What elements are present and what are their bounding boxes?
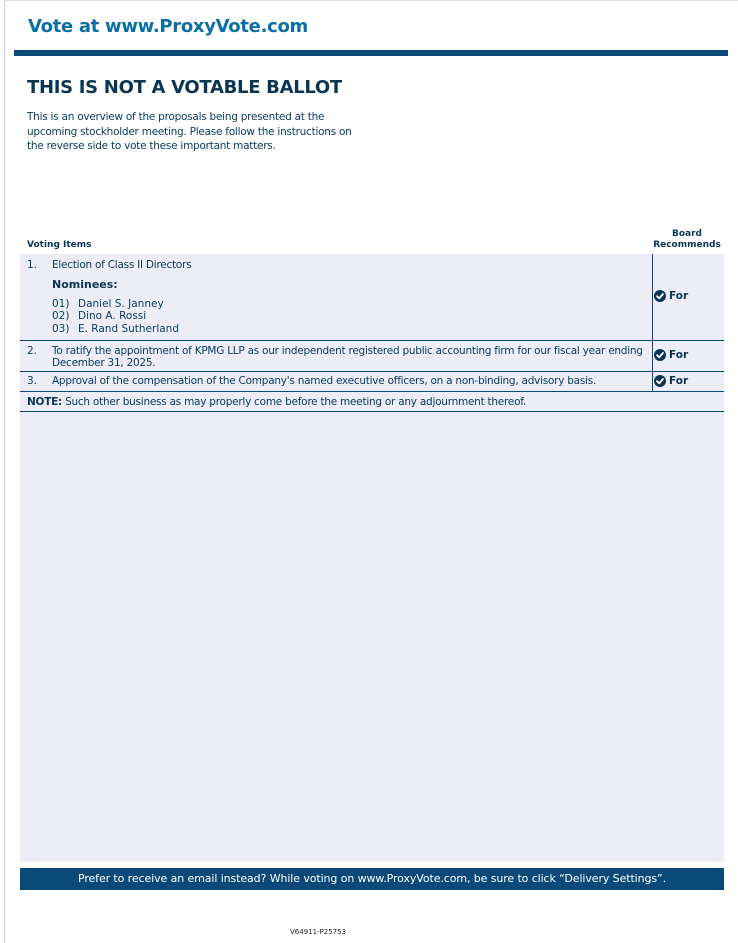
intro-line: upcoming stockholder meeting. Please follow the instructions on — [27, 125, 352, 138]
recommendation-column-divider — [652, 254, 653, 392]
document-code: V64911-P25753 — [290, 928, 347, 936]
email-delivery-banner: Prefer to receive an email instead? While voting on www.ProxyVote.com, be sure to click “Delivery Settings”. — [20, 868, 724, 890]
recommendation-value: For — [669, 290, 689, 302]
item-text: Approval of the compensation of the Company's named executive officers, on a non-binding, advisory basis. — [52, 375, 597, 387]
vote-url-header: Vote at www.ProxyVote.com — [28, 16, 309, 37]
board-recommendation — [654, 349, 688, 361]
nominee-number: 02) — [52, 310, 70, 322]
board-header-line: Board — [672, 229, 702, 239]
voting-items-header: Voting Items — [27, 240, 92, 250]
item-text-line: December 31, 2025. — [52, 357, 156, 369]
nominee-name: E. Rand Sutherland — [78, 323, 180, 335]
note-body: Such other business as may properly come before the meeting or any adjournment thereof. — [62, 396, 527, 408]
check-circle-icon — [654, 349, 666, 361]
board-recommendation — [654, 375, 688, 387]
nominee-item — [52, 310, 146, 322]
nominee-item — [52, 323, 179, 335]
header-divider-bar — [14, 50, 728, 56]
intro-line: This is an overview of the proposals being presented at the — [27, 111, 325, 123]
note-row — [20, 392, 724, 412]
nominee-number: 03) — [52, 323, 70, 335]
page-left-border — [4, 0, 5, 943]
recommendation-value: For — [669, 375, 689, 387]
nominee-item — [52, 298, 164, 310]
note-label: NOTE: — [27, 396, 62, 408]
ballot-title: THIS IS NOT A VOTABLE BALLOT — [27, 77, 342, 98]
item-text-line: To ratify the appointment of KPMG LLP as our independent registered public accounting firm for our fiscal year ending — [52, 345, 643, 357]
nominees-label: Nominees: — [52, 278, 118, 291]
item-number: 2. — [27, 345, 38, 357]
recommendation-value: For — [669, 349, 689, 361]
intro-paragraph — [27, 110, 367, 154]
nominee-number: 01) — [52, 298, 70, 310]
board-header-line: Recommends — [653, 240, 721, 250]
note-text — [27, 396, 526, 408]
check-circle-icon — [654, 290, 666, 302]
item-number: 3. — [27, 375, 38, 387]
item-number: 1. — [27, 259, 38, 271]
voting-item-row-2 — [20, 341, 724, 372]
page-top-border — [4, 0, 738, 1]
voting-item-row-3 — [20, 372, 724, 392]
item-text — [52, 345, 652, 369]
check-circle-icon — [654, 375, 666, 387]
nominee-name: Daniel S. Janney — [78, 298, 164, 310]
item-text: Election of Class II Directors — [52, 259, 192, 271]
board-recommendation — [654, 290, 688, 302]
intro-line: the reverse side to vote these important matters. — [27, 140, 276, 152]
nominee-name: Dino A. Rossi — [78, 310, 147, 322]
voting-item-row-1 — [20, 254, 724, 341]
board-recommends-header — [650, 229, 724, 251]
